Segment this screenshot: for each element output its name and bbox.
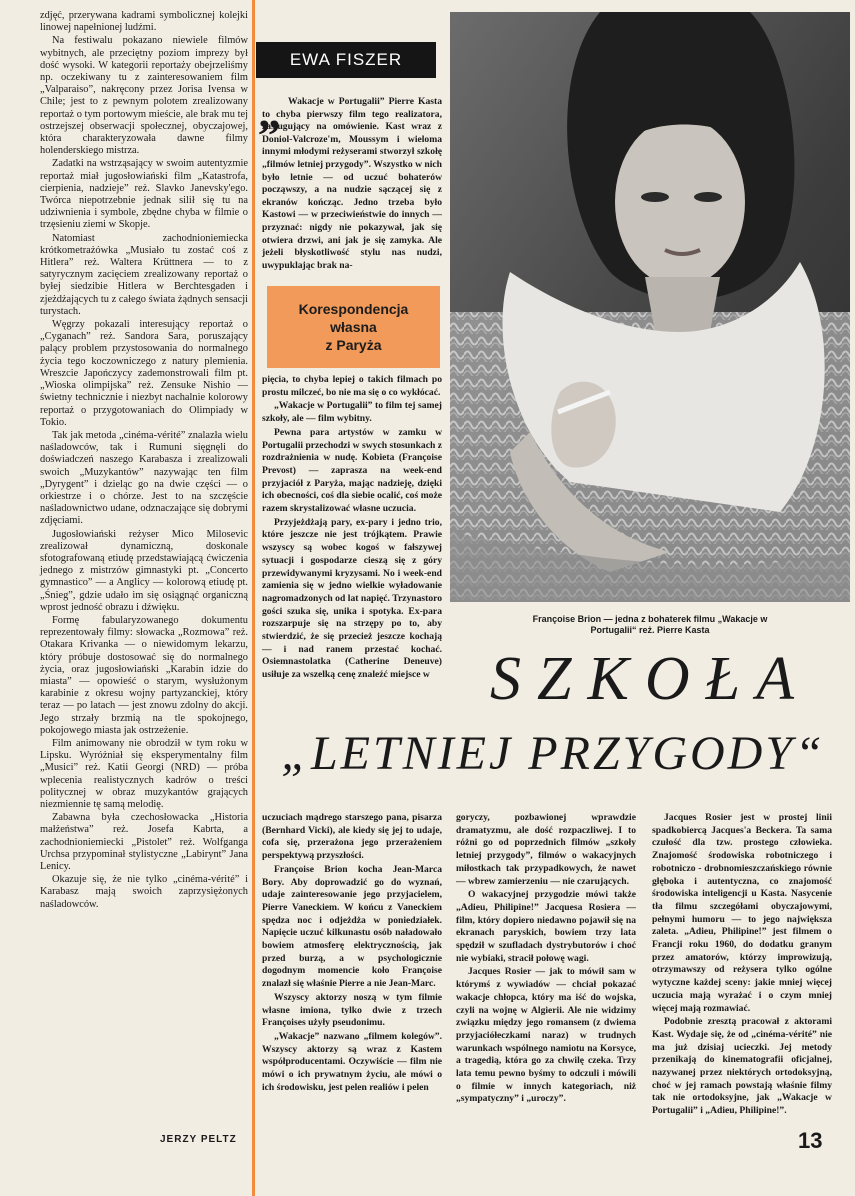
- photo-caption: Françoise Brion — jedna z bohaterek filmu „Wakacje w Portugalii“ reż. Pierre Kasta: [532, 614, 768, 635]
- paragraph: Jacques Rosier jest w prostej linii spadkobiercą Jacques'a Beckera. Ta sama czułość dla tzw. prostego człowieka. Znajomość środowiska robotniczego i robotniczo - drobnomieszczańskiego równie głęboka i autentyczna, co znajomość środowiska inteligencji u Kasta. Nasycenie tła filmu szczegółami obyczajowymi, pełnymi humoru — to jego największa zaleta. „Adieu, Philipine!” jest filmem o Francji roku 1960, do dodatku granym przez amatorów, którzy improwizują, otrzymawszy od reżysera tylko ogólne wytyczne każdej sceny: jakie mniej więcej uczucia mają wyrażać i o czym mniej więcej mają rozmawiać.: [652, 812, 832, 1014]
- photo-illustration: [450, 12, 850, 602]
- paragraph: Zadatki na wstrząsający w swoim autentyzmie reportaż miał jugosłowiański film „Katastrofa, cierpienia, nadzieje” reż. Slavko Janevsky'ego. Twórca niepotrzebnie jednak silił się tu na udziwnienia i symbole, zbędne chyba w filmie o trzęsieniu ziemi w Skopje.: [40, 158, 248, 231]
- paragraph: „Wakacje” nazwano „filmem kolegów”. Wszyscy aktorzy są wraz z Kastem współproducentami. Oczywiście — film nie mówi o ich prywatnym życiu, ale mówi o ich środowisku, jest pelen realiów i pelen: [262, 1030, 442, 1093]
- bottom-column-1: [262, 812, 442, 1094]
- paragraph: Podobnie zresztą pracował z aktorami Kast. Wydaje się, że od „cinéma-vérité” nie ma już dzisiaj ucieczki. Jej metody przenikają do kinematografii oficjalnej, nazywanej przez niektórych ortodoksyjną, choć w jej ramach powstają właśnie filmy tak nie ortodoksyjne, jak „Wakacje w Portugalii” i „Adieu, Philipine!”.: [652, 1016, 832, 1117]
- actress-photo: [450, 12, 850, 602]
- correspondence-line: z Paryża: [325, 337, 382, 353]
- paragraph: Pewna para artystów w zamku w Portugalii przechodzi w swych stosunkach z rozdrażnienia w nudę. Kobieta (Françoise Prevost) — zaprasza na week-end przyjaciół z Paryża, mając nadzieję, dzięki ich obecności, coś dla siebie ocalić, coś może razem skrystalizować własne uczucia.: [262, 426, 442, 515]
- correspondence-box: [267, 286, 440, 368]
- paragraph: Wszyscy aktorzy noszą w tym filmie własne imiona, tylko dwie z trzech Françoises użyły pseudonimu.: [262, 991, 442, 1029]
- paragraph: Na festiwalu pokazano niewiele filmów wybitnych, ale przeciętny poziom imprezy był dość wysoki. W kategorii reportaży obejrzeliśmy np. oczekiwany tu z zainteresowaniem film „Valparaiso”, nakręcony przez Jorisa Ivensa w Chile; jest to z pewnym polotem zrealizowany reportaż o tym portowym mieście, ale brak mu tej ostrzejszej obserwacji społecznej, obyczajowej, która charakteryzowała dawne filmy holenderskiego mistrza.: [40, 35, 248, 157]
- paragraph: Zabawna była czechosłowacka „Historia małżeństwa” reż. Josefa Kabrta, a zachodnioniemiecki „Pistolet” reż. Wolfganga Urchsa przypominał stylistyczne „Labirynt” Jana Lenicy.: [40, 812, 248, 873]
- paragraph: Okazuje się, że nie tylko „cinéma-vérité” i Karabasz mają swoich zaprzysiężonych naśladowców.: [40, 874, 248, 910]
- paragraph: pięcia, to chyba lepiej o takich filmach po prostu milczeć, bo nie ma się o co wykłócać.: [262, 374, 442, 398]
- lead-paragraph: [262, 96, 442, 272]
- paragraph: Formę fabularyzowanego dokumentu reprezentowały filmy: słowacka „Rozmowa” reż. Otakara Krivanka — o niewidomym lekarzu, który próbuje dostosować się do normalnego życia, oraz jugosłowiański „Karabin idzie do miasta” — opowieść o starym, wysłużonym karabinie z okresu wojny partyzanckiej, który teraz — po latach — jest znowu zdolny do akcji. Jego strzały brzmią na tle spokojnego, pokojowego miasta jak ostrzeżenie.: [40, 614, 248, 736]
- paragraph: Film animowany nie obrodził w tym roku w Lipsku. Wyróżniał się eksperymentalny film „Musici” reż. Katii Georgi (NRD) — próba wplecenia realistycznych kadrów o treści politycznej w obraz muzykantów grających niezmiennie tę samą melodię.: [40, 737, 248, 810]
- paragraph: „Wakacje w Portugalii” to film tej samej szkoły, ale — film wybitny.: [262, 400, 442, 425]
- paragraph: Węgrzy pokazali interesujący reportaż o „Cyganach” reż. Sandora Sara, poruszający palący problem przystosowania do normalnego życia tego koczowniczego z natury plemienia. Wreszcie Japończycy zademonstrowali film pt. „Wioska olimpijska” reż. Zensuke Nishio — świetny technicznie i niezbyt nachalnie kolorowy reportaż o przygotowaniach do Olimpiady w Tokio.: [40, 319, 248, 428]
- headline-line-1: SZKOŁA: [490, 645, 810, 713]
- correspondence-line: własna: [330, 319, 377, 335]
- orange-divider: [252, 0, 255, 1196]
- paragraph: Jugosłowiański reżyser Mico Milosevic zrealizował dynamiczną, doskonale sfotografowaną etiudę przedstawiającą ćwiczenia jednego z mistrzów gimnastyki pt. „Concerto gymnastico” — a Anglicy — kolorową etiudę pt. „Śnieg”, gdzie udało im się osiągnąć organiczną wprost jedność obrazu i dźwięku.: [40, 528, 248, 613]
- correspondence-line: Korespondencja: [298, 301, 409, 317]
- paragraph: uczuciach mądrego starszego pana, pisarza (Bernhard Vicki), ale kiedy się jej to udaje, cofa się, przerażona jego przerażeniem perspektywą przyszłości.: [262, 812, 442, 862]
- paragraph: goryczy, pozbawionej wprawdzie dramatyzmu, ale dość rozpaczliwej. I to różni go od poprzednich filmów „szkoły letniej przygody”, filmów o wakacyjnych miłostkach tak przypadkowych, że nawet — wbrew zamierzeniu — nie czarujących.: [456, 812, 636, 887]
- left-column: [40, 10, 248, 911]
- page-number: 13: [798, 1128, 823, 1153]
- paragraph: Wakacje w Portugalii” Pierre Kasta to chyba pierwszy film tego realizatora, zasługujący na omówienie. Kast wraz z Doniol-Valcroze'm, Moussym i wieloma innymi młodymi reżyserami stworzył szkołę „filmów letniej przygody”. Wszystko w nich było letnie — od uczuć bohaterów począwszy, a na nudzie sączącej się z ekranów kończąc. Jedno trzeba było Kastowi — w przeciwieństwie do innych — przyznać: nigdy nie pokazywał, jak się otwiera drzwi, ani jak je się zamyka. Ale jeżeli błyskotliwość stylu nas nudzi, uwypuklając brak na-: [262, 96, 442, 271]
- paragraph: Natomiast zachodnioniemiecka krótkometrażówka „Musiało tu zostać coś z Hitlera” reż. Waltera Krüttnera — to z satyrycznym zacięciem zrealizowany reportaż o byłej siedzibie Hitlera w Berchtesgaden i zjeżdżających tu z całego świata żądnych sensacji turystach.: [40, 232, 248, 317]
- paragraph: zdjęć, przerywana kadrami symbolicznej kolejki linowej napełnionej ludźmi.: [40, 10, 248, 34]
- paragraph: Przyjeżdżają pary, ex-pary i jedno trio, które jeszcze nie jest trójkątem. Prawie wszyscy są wobec kogoś w fałszywej sytuacji i gospodarze cieszą się z góry przewidywanymi kryzysami. No i week-end zamienia się w jedno wielkie wyładowanie nagromadzonych od lat napięć. Trzynastoro gości szuka się, unika i spotyka. Ex-para rozszarpuje się na strzępy po to, aby stwierdzić, że się przecież jeszcze kochają — i nad ranem przestać kochać. Osiemnastolatka (Catherine Deneuve) usiłuje za wszelką cenę znaleźć miejsce w: [262, 516, 442, 681]
- paragraph: Françoise Brion kocha Jean-Marca Bory. Aby doprowadzić go do wyznań, udaje zainteresowanie jego przyjacielem, Pierre Vaneckiem. W końcu z Vaneckiem spędza noc i odjeżdża w poniedziałek. Napięcie uczuć kilkunastu osób naładowało bowiem atmosferę elektrycznością, jak przed burzą, a w psychologicznie dogodnym momencie koło Françoise znalazł się właśnie Pierre a nie Jean-Marc.: [262, 863, 442, 990]
- paragraph: Jacques Rosier — jak to mówił sam w którymś z wywiadów — chciał pokazać wakacje chłopca, który ma iść do wojska, czyli na wojnę w Algierii. Ale nie widzimy związku między jego romansem (z dwiema przyjaciółeczkami naraz) w trudnych warunkach wspólnego namiotu na Korsyce, a tragedią, która go za chwilę czeka. Trzy lata temu pewno byśmy to odczuli i mówili o filmie w innych kategoriach, niż „sympatyczny” i „uroczy”.: [456, 966, 636, 1105]
- opening-quote-mark: „: [258, 86, 281, 137]
- bottom-column-2: [456, 812, 636, 1106]
- paragraph: O wakacyjnej przygodzie mówi także „Adieu, Philipine!” Jacquesa Rosiera — film, który dopiero niedawno pojawił się na ekranach paryskich, bowiem trzy lata spędził w szufladach dystrybutorów i choć nie wybiaki, stracił połowę wagi.: [456, 889, 636, 964]
- middle-column: [262, 374, 442, 682]
- signature: JERZY PELTZ: [160, 1134, 237, 1145]
- bottom-column-3: [652, 812, 832, 1118]
- paragraph: Tak jak metoda „cinéma-vérité” znalazła wielu naśladowców, tak i Rumuni sięgnęli do doświadczeń naszego Karabasza i zrealizowali swoich „Muzykantów” nazywając ten film „Dyrygent” i dzieląc go na dwie części — o orkiestrze i o chórze. Jest to na szczęście naśladownictwo udane, odznaczające się dobrymi zdjęciami.: [40, 429, 248, 527]
- headline-line-2: „LETNIEJ PRZYGODY“: [281, 727, 825, 780]
- author-banner: EWA FISZER: [256, 42, 436, 78]
